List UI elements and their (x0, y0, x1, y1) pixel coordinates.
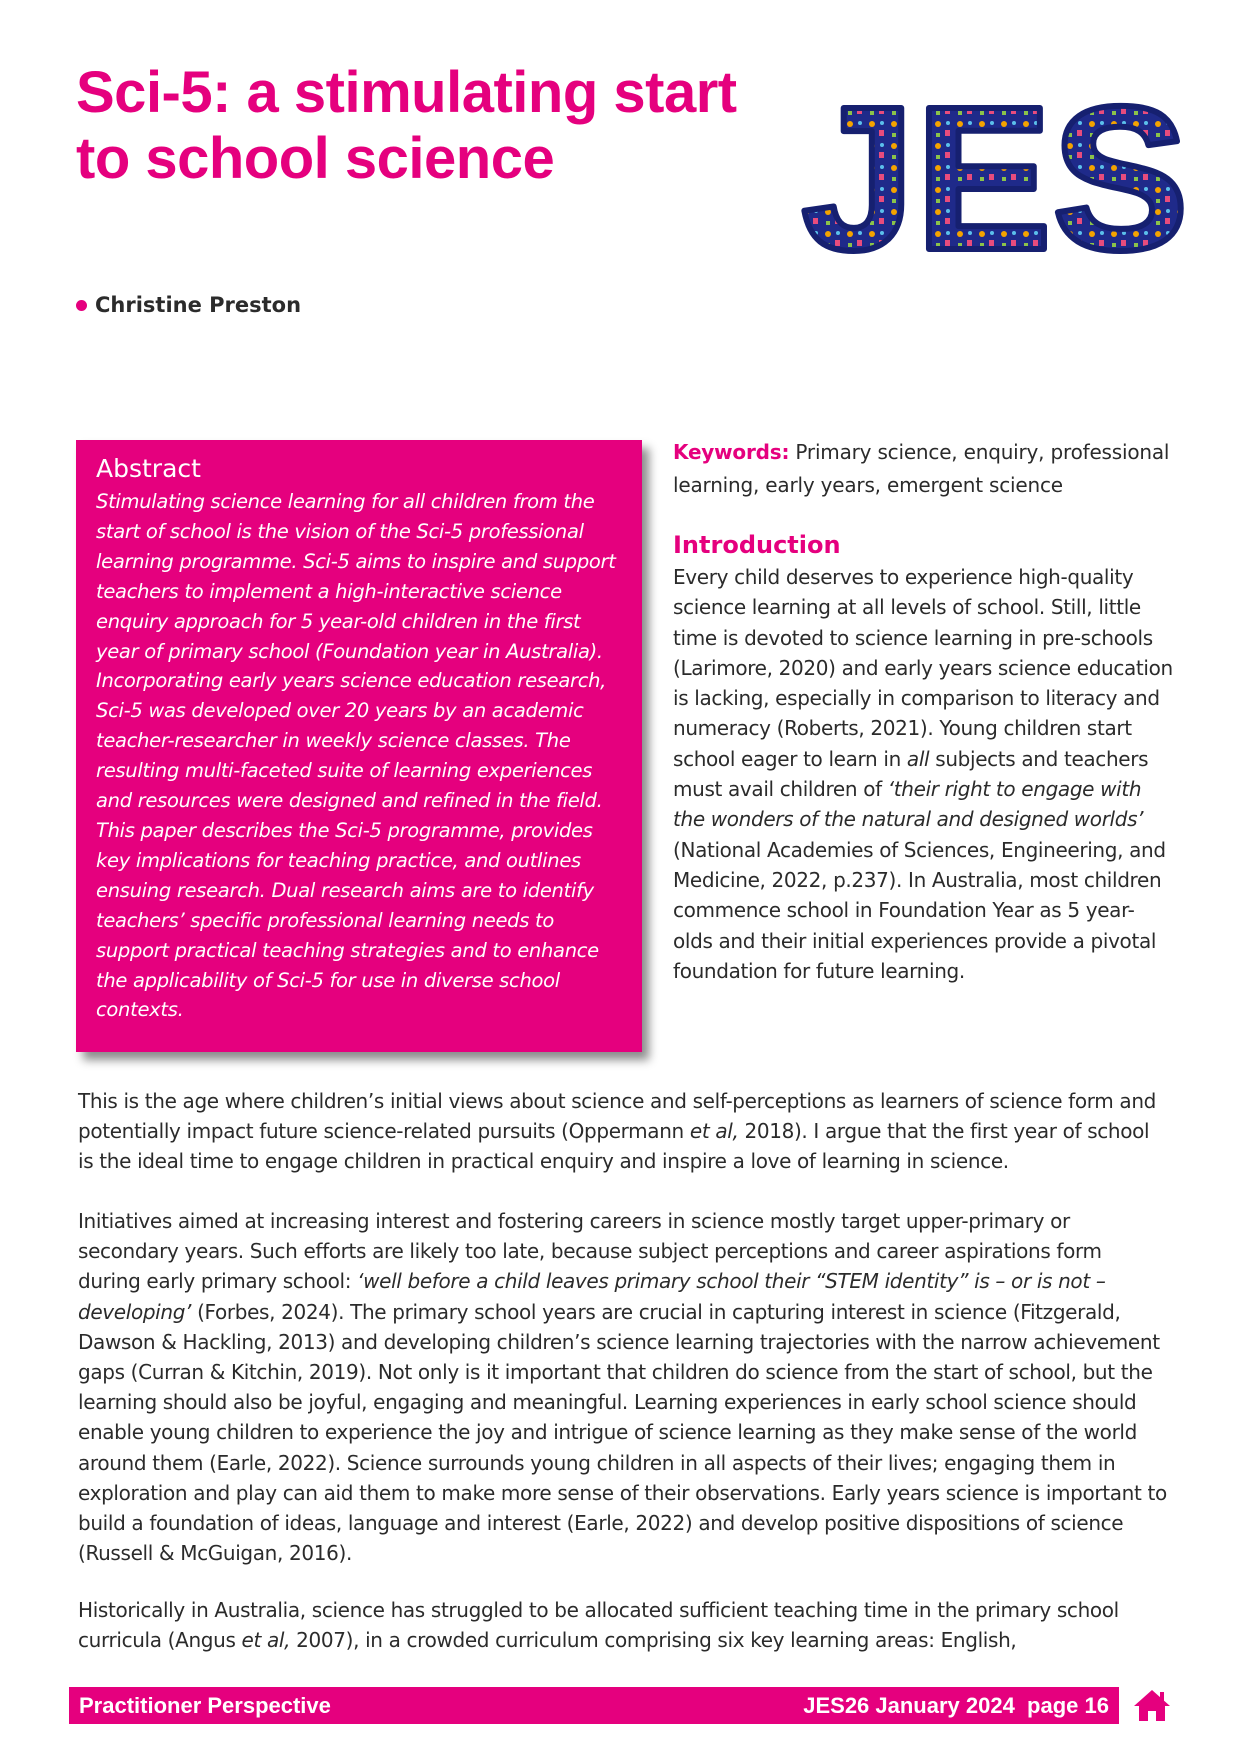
introduction-text (673, 562, 1173, 986)
text-run: Initiatives aimed at increasing interest and fostering careers in science mostly target upper-primary or secondary years. Such efforts are likely too late, because subject perceptions and career aspirations form during early primary school: (78, 1209, 1102, 1294)
body-paragraph (78, 1206, 1168, 1568)
title-line: to school science (76, 126, 555, 191)
body-paragraph (78, 1595, 1168, 1655)
text-run: Historically in Australia, science has struggled to be allocated sufficient teaching time in the primary school curricula (Angus (78, 1598, 1119, 1653)
right-column (673, 436, 1173, 986)
quote: ‘their right to engage with the wonders of the natural and designed worlds’ (673, 777, 1144, 832)
title-line: Sci-5: a stimulating start (76, 60, 737, 125)
body-paragraph (78, 1086, 1168, 1177)
text-run: (Forbes, 2024). The primary school years are crucial in capturing interest in science (Fitzgerald, Dawson & Hackling, 2013) and developing children’s science learning trajectories with the narrow achievement gaps (Curran & Kitchin, 2019). Not only is it important that children do science from the start of school, but the learning should also be joyful, engaging and meaningful. Learning experiences in early school science should enable young children to experience the joy and intrigue of science learning as they make sense of the world around them (Earle, 2022). Science surrounds young children in all aspects of their lives; engaging them in exploration and play can aid them to make more sense of their observations. Early years science is important to build a foundation of ideas, language and interest (Earle, 2022) and develop positive dispositions of science (Russell & McGuigan, 2016). (78, 1299, 1167, 1566)
text-run: subjects and teachers must avail children of (673, 746, 1149, 802)
introduction-heading: Introduction (673, 531, 841, 559)
author-byline (76, 293, 301, 317)
article-title (76, 60, 756, 192)
keywords (673, 436, 1173, 502)
text-run: (National Academies of Sciences, Engineering, and Medicine, 2022, p.237). In Australia, most children commence school in Foundation Year as 5 year-olds and their initial experiences provide a pivotal foundation for future learning. (673, 837, 1166, 983)
emphasis: all (906, 746, 930, 771)
abstract-box (76, 440, 642, 1052)
bullet-icon (76, 300, 87, 311)
emphasis: et al, (241, 1628, 291, 1653)
footer-issue: JES26 January 2024 page 16 (803, 1692, 1109, 1718)
text-run: 2007), in a crowded curriculum comprising six key learning areas: English, (290, 1628, 1017, 1653)
text-run: 2018). I argue that the first year of school is the ideal time to engage children in practical enquiry and inspire a love of learning in science. (78, 1119, 1150, 1174)
footer-bar (69, 1687, 1119, 1724)
author-name: Christine Preston (95, 293, 302, 317)
text-run: This is the age where children’s initial views about science and self-perceptions as learners of science form and potentially impact future science-related pursuits (Oppermann (78, 1089, 1156, 1144)
keywords-label: Keywords: (673, 440, 790, 464)
emphasis: et al, (689, 1119, 739, 1144)
logo-lettering: JES (801, 74, 1189, 293)
keywords-text: Primary science, enquiry, professional learning, early years, emergent science (673, 440, 1170, 497)
abstract-text: Stimulating science learning for all children from the start of school is the vision of the Sci-5 professional learning programme. Sci-5 aims to inspire and support teachers to implement a high-interactive science enquiry approach for 5 year-old children in the first year of primary school (Foundation year in Australia). Incorporating early years science education research, Sci-5 was developed over 20 years by an academic teacher-researcher in weekly science classes. The resulting multi-faceted suite of learning experiences and resources were designed and refined in the field. This paper describes the Sci-5 programme, provides key implications for teaching practice, and outlines ensuing research. Dual research aims are to identify teachers’ specific professional learning needs to support practical teaching strategies and to enhance the applicability of Sci-5 for use in diverse school contexts. (96, 490, 616, 1022)
quote: ‘well before a child leaves primary school their “STEM identity” is – or is not – developing’ (78, 1269, 1106, 1324)
footer-section: Practitioner Perspective (79, 1692, 331, 1718)
jes-logo (800, 74, 1190, 302)
text-run: Every child deserves to experience high-quality science learning at all levels of school. Still, little time is devoted to science learning in pre-schools (Larimore, 2020) and early years science education is lacking, especially in comparison to literacy and numeracy (Roberts, 2021). Young children start school eager to learn in (673, 565, 1173, 771)
home-icon[interactable] (1132, 1686, 1172, 1724)
abstract-heading: Abstract (96, 454, 201, 483)
